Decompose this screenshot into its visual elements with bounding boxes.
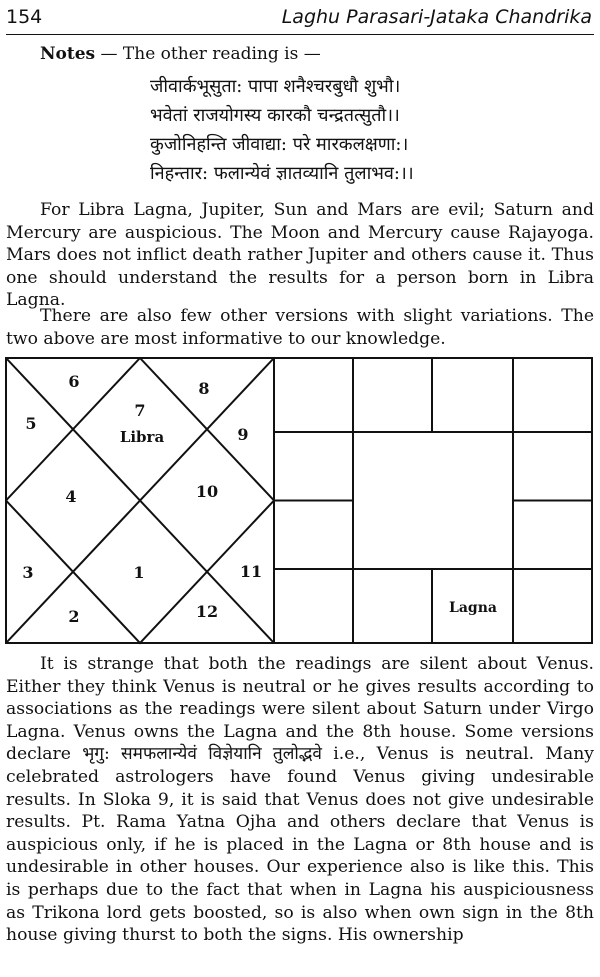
notes-line <box>40 44 321 64</box>
sanskrit-verses <box>150 72 414 188</box>
verse-line: निहन्तार: फलान्येवं ज्ञातव्यानि तुलाभव:।। <box>150 163 414 184</box>
house-9-sign: 3 <box>22 563 34 582</box>
notes-label: Notes <box>40 44 96 64</box>
house-7-sign: 1 <box>133 563 145 582</box>
versions-paragraph: There are also few other versions with slight variations. The two above are most informative to our knowledge. <box>6 306 594 349</box>
house-10-sign: 4 <box>65 487 77 506</box>
lagna-cell-label: Lagna <box>449 600 497 616</box>
verse-line: कुजोनिहन्ति जीवाद्या: परे मारकलक्षणा:। <box>150 134 409 155</box>
page-number: 154 <box>6 6 43 28</box>
running-title: Laghu Parasari-Jataka Chandrika <box>281 6 592 28</box>
house-5-sign: 11 <box>239 562 263 581</box>
notes-intro: — The other reading is — <box>95 44 321 64</box>
south-indian-chart <box>274 358 592 643</box>
house-8-sign: 2 <box>68 607 80 626</box>
house-2-sign: 8 <box>198 379 210 398</box>
venus-paragraph: It is strange that both the readings are silent about Venus. Either they think Venus is neutral or he gives results according to associations as the readings were silent about Saturn under Virgo Lagna. Venus owns the Lagna and the 8th house. Some versions declare भृगु: समफलान्येवं विज्ञेयानि तुलोद्भवे i.e., Venus is neutral. Many celebrated astrologers have found Venus giving undesirable results. In Sloka 9, it is said that Venus does not give undesirable results. Pt. Rama Yatna Ojha and others declare that Venus is auspicious only, if he is placed in the Lagna or 8th house and is undesirable in other houses. Our experience also is like this. This is perhaps due to the fact that when in Lagna his auspiciousness as Trikona lord gets boosted, so is also when own sign in the 8th house giving thurst to both the signs. His ownership <box>6 654 594 946</box>
house-6-sign: 12 <box>195 602 219 621</box>
house-11-sign: 5 <box>25 414 37 433</box>
house-1-sign: 7 <box>134 401 146 420</box>
libra-paragraph: For Libra Lagna, Jupiter, Sun and Mars are evil; Saturn and Mercury are auspicious. The Moon and Mercury cause Rajayoga. Mars does not inflict death rather Jupiter and others cause it. Thus one should understand the results for a person born in Libra Lagna. <box>6 200 594 311</box>
house-12-sign: 6 <box>68 372 80 391</box>
page-header <box>6 6 592 34</box>
verse-line: भवेतां राजयोगस्य कारकौ चन्द्रतत्सुतौ।। <box>150 105 400 126</box>
verse-line: जीवार्कभूसुता: पापा शनैश्चरबुधौ शुभौ। <box>150 76 401 97</box>
house-3-sign: 9 <box>237 425 249 444</box>
house-4-sign: 10 <box>195 482 219 501</box>
lagna-sign-label: Libra <box>119 428 165 446</box>
horoscope-charts <box>5 357 595 645</box>
header-rule <box>6 34 594 35</box>
